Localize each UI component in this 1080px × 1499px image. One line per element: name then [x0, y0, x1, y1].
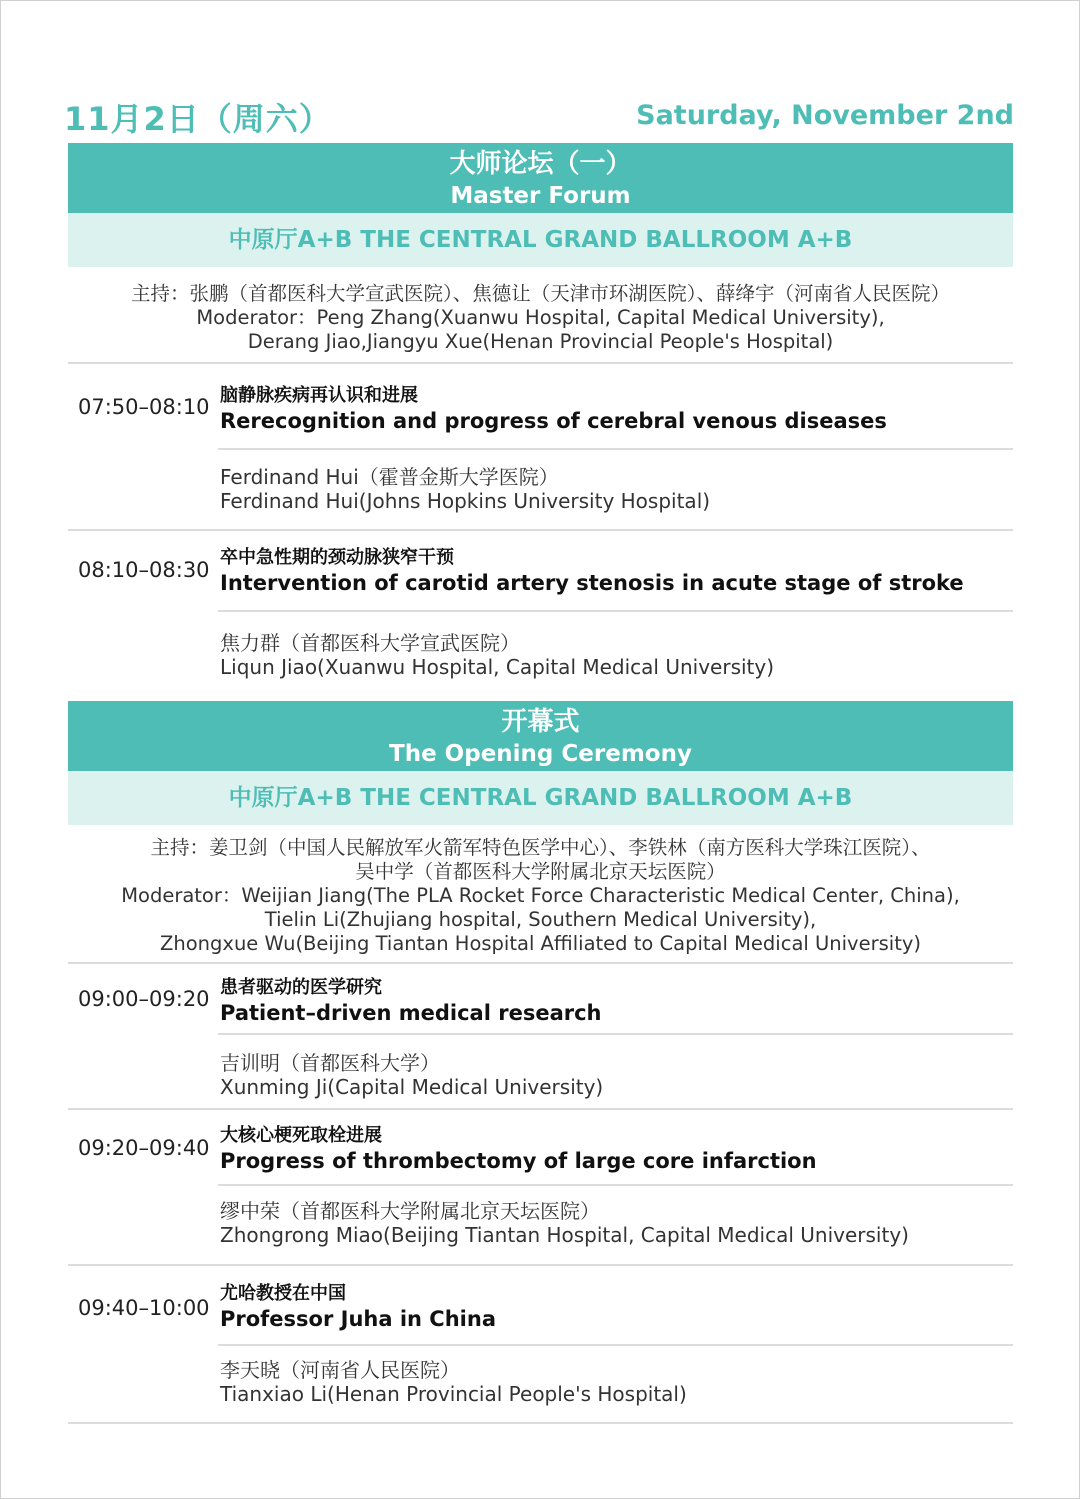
date-english: Saturday, November 2nd: [636, 100, 1014, 131]
divider: [218, 1184, 1013, 1186]
session-topic: [220, 1282, 496, 1332]
session-speaker: [220, 1051, 603, 1099]
divider: [218, 1033, 1013, 1035]
session-speaker: [220, 465, 710, 513]
topic-en: Progress of thrombectomy of large core infarction: [220, 1149, 817, 1173]
session-topic: [220, 546, 964, 596]
topic-en: Professor Juha in China: [220, 1307, 496, 1331]
speaker-cn: 焦力群（首都医科大学宣武医院）: [220, 631, 520, 655]
divider: [68, 1108, 1013, 1110]
section-title-en: The Opening Ceremony: [389, 741, 692, 767]
session-topic: [220, 384, 887, 434]
date-chinese: 11月2日（周六）: [64, 100, 332, 138]
speaker-cn: 吉训明（首都医科大学）: [220, 1051, 440, 1075]
moderator-line: 吴中学（首都医科大学附属北京天坛医院）: [355, 860, 726, 883]
topic-en: Intervention of carotid artery stenosis in acute stage of stroke: [220, 571, 964, 595]
section-title-en: Master Forum: [450, 183, 631, 209]
topic-cn: 卒中急性期的颈动脉狭窄干预: [220, 547, 454, 568]
moderator-line: 主持：张鹏（首都医科大学宣武医院）、焦德让（天津市环湖医院）、薛绛宇（河南省人民医院）: [130, 282, 950, 305]
divider: [68, 529, 1013, 531]
session-time: 09:00–09:20: [78, 987, 210, 1011]
speaker-en: Xunming Ji(Capital Medical University): [220, 1075, 604, 1099]
divider: [68, 962, 1013, 964]
topic-en: Patient–driven medical research: [220, 1001, 602, 1025]
session-time: 08:10–08:30: [78, 558, 210, 582]
venue-banner: 中原厅A+B THE CENTRAL GRAND BALLROOM A+B: [68, 771, 1013, 825]
moderator-block: [68, 282, 1013, 354]
session-speaker: [220, 631, 774, 679]
divider: [218, 610, 1013, 612]
moderator-line: Zhongxue Wu(Beijing Tiantan Hospital Affiliated to Capital Medical University): [160, 932, 921, 955]
moderator-line: Moderator：Weijian Jiang(The PLA Rocket Force Characteristic Medical Center, China),: [121, 884, 960, 907]
speaker-en: Liqun Jiao(Xuanwu Hospital, Capital Medical University): [220, 655, 775, 679]
topic-cn: 大核心梗死取栓进展: [220, 1125, 382, 1146]
topic-cn: 患者驱动的医学研究: [220, 977, 382, 998]
divider: [218, 448, 1013, 450]
divider: [68, 362, 1013, 364]
speaker-en: Tianxiao Li(Henan Provincial People's Hospital): [220, 1382, 687, 1406]
moderator-line: Moderator：Peng Zhang(Xuanwu Hospital, Capital Medical University),: [196, 306, 885, 329]
moderator-line: 主持：姜卫剑（中国人民解放军火箭军特色医学中心）、李铁林（南方医科大学珠江医院）、: [150, 836, 931, 859]
moderator-line: Derang Jiao,Jiangyu Xue(Henan Provincial People's Hospital): [247, 330, 834, 353]
speaker-en: Ferdinand Hui(Johns Hopkins University Hospital): [220, 489, 711, 513]
divider: [68, 1422, 1013, 1424]
section-title-opening-ceremony: [68, 701, 1013, 771]
moderator-line: Tielin Li(Zhujiang hospital, Southern Medical University),: [264, 908, 817, 931]
session-topic: [220, 976, 602, 1026]
section-title-master-forum: [68, 143, 1013, 213]
divider: [68, 1264, 1013, 1266]
section-title-cn: 开幕式: [501, 707, 580, 737]
speaker-en: Zhongrong Miao(Beijing Tiantan Hospital, Capital Medical University): [220, 1223, 909, 1247]
session-topic: [220, 1124, 817, 1174]
divider: [218, 1344, 1013, 1346]
section-title-cn: 大师论坛（一）: [449, 149, 632, 179]
venue-banner: 中原厅A+B THE CENTRAL GRAND BALLROOM A+B: [68, 213, 1013, 267]
topic-en: Rerecognition and progress of cerebral venous diseases: [220, 409, 887, 433]
topic-cn: 尤哈教授在中国: [220, 1283, 346, 1304]
speaker-cn: 缪中荣（首都医科大学附属北京天坛医院）: [220, 1199, 600, 1223]
speaker-cn: 李天晓（河南省人民医院）: [220, 1358, 460, 1382]
session-speaker: [220, 1199, 909, 1247]
speaker-cn: Ferdinand Hui（霍普金斯大学医院）: [220, 465, 559, 489]
session-time: 09:40–10:00: [78, 1296, 210, 1320]
session-time: 07:50–08:10: [78, 395, 210, 419]
session-time: 09:20–09:40: [78, 1136, 210, 1160]
session-speaker: [220, 1358, 687, 1406]
topic-cn: 脑静脉疾病再认识和进展: [220, 385, 418, 406]
moderator-block: [68, 836, 1013, 956]
